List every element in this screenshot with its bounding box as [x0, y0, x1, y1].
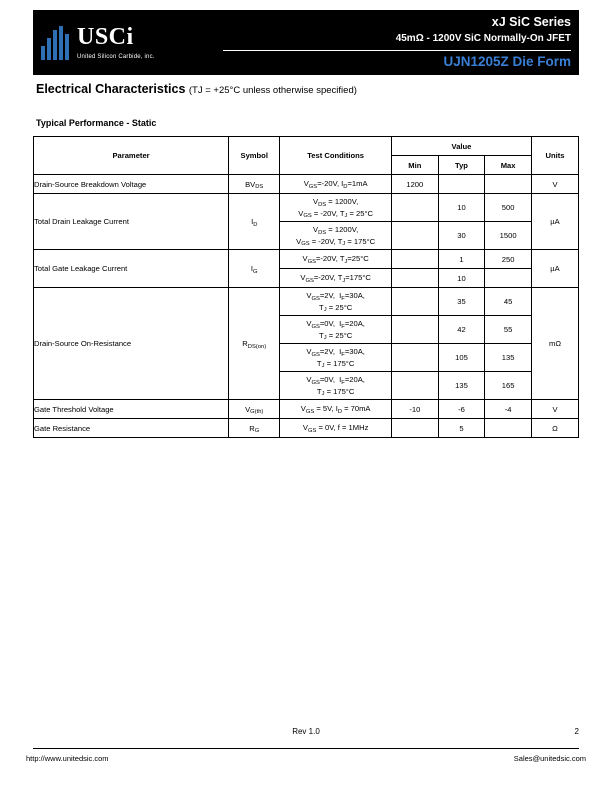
cell-symbol: $R_{DS(on)}$: [229, 288, 280, 400]
cell-min: -10: [391, 400, 438, 419]
cell-units: V: [532, 400, 579, 419]
page-number: 2: [574, 727, 579, 736]
cell-parameter: Drain-Source Breakdown Voltage: [34, 175, 229, 194]
section-title: [36, 82, 357, 96]
cell-parameter: Drain-Source On-Resistance: [34, 288, 229, 400]
logo-bars-icon: [41, 26, 71, 60]
cell-typ: 1: [438, 250, 485, 269]
cell-conditions: $V_{GS}=0V$, $I_F=20A$, $T_J = 25^\circ C$: [280, 316, 392, 344]
header-titles: [223, 10, 579, 75]
cell-typ: 5: [438, 419, 485, 438]
cell-min: [391, 419, 438, 438]
th-max: Max: [485, 156, 532, 175]
cell-conditions: $V_{GS} = 0V$, f = 1MHz: [280, 419, 392, 438]
table-row: [34, 194, 579, 222]
th-value: Value: [391, 137, 531, 156]
section-title-note: (TJ = +25°C unless otherwise specified): [188, 85, 357, 96]
th-typ: Typ: [438, 156, 485, 175]
cell-typ: [438, 175, 485, 194]
cell-conditions: $V_{GS}=2V$, $I_F=30A$, $T_J = 25^\circ C$: [280, 288, 392, 316]
cell-symbol: $BV_{DS}$: [229, 175, 280, 194]
series-title: xJ SiC Series: [491, 14, 571, 29]
cell-max: [485, 269, 532, 288]
cell-min: [391, 288, 438, 316]
th-units: Units: [532, 137, 579, 175]
logo-name: USCi: [77, 24, 134, 50]
table-header-row-1: [34, 137, 579, 156]
table-row: [34, 288, 579, 316]
cell-units: µA: [532, 194, 579, 250]
th-symbol: Symbol: [229, 137, 280, 175]
cell-min: 1200: [391, 175, 438, 194]
page-header: [33, 10, 579, 75]
cell-max: [485, 419, 532, 438]
cell-max: 45: [485, 288, 532, 316]
series-subtitle: 45mΩ - 1200V SiC Normally-On JFET: [395, 33, 571, 45]
cell-parameter: Gate Resistance: [34, 419, 229, 438]
cell-conditions: $V_{GS}=-20V$, $T_J=175^\circ C$: [280, 269, 392, 288]
cell-min: [391, 344, 438, 372]
footer-divider: [33, 748, 579, 749]
cell-conditions: $V_{GS} = 5V$, $I_D = 70mA$: [280, 400, 392, 419]
cell-typ: 30: [438, 222, 485, 250]
cell-typ: 105: [438, 344, 485, 372]
cell-conditions: $V_{DS} = 1200V$, $V_{GS} = -20V$, $T_J = 175^\circ C$: [280, 222, 392, 250]
email-link[interactable]: Sales@unitedsic.com: [513, 754, 586, 763]
cell-min: [391, 269, 438, 288]
table-row: [34, 419, 579, 438]
cell-min: [391, 194, 438, 222]
cell-symbol: $I_D$: [229, 194, 280, 250]
cell-max: [485, 175, 532, 194]
table-row: [34, 175, 579, 194]
cell-max: 250: [485, 250, 532, 269]
cell-max: 55: [485, 316, 532, 344]
cell-units: Ω: [532, 419, 579, 438]
cell-conditions: $V_{GS}=-20V$, $I_D=1mA$: [280, 175, 392, 194]
cell-max: 1500: [485, 222, 532, 250]
electrical-characteristics-table: [33, 136, 579, 438]
cell-typ: -6: [438, 400, 485, 419]
cell-symbol: $V_{G(th)}$: [229, 400, 280, 419]
cell-units: mΩ: [532, 288, 579, 400]
cell-min: [391, 250, 438, 269]
cell-symbol: $I_G$: [229, 250, 280, 288]
section-title-text: Electrical Characteristics: [36, 82, 186, 96]
cell-conditions: $V_{GS}=0V$, $I_F=20A$, $T_J = 175^\circ C$: [280, 372, 392, 400]
cell-min: [391, 372, 438, 400]
th-parameter: Parameter: [34, 137, 229, 175]
cell-units: V: [532, 175, 579, 194]
cell-parameter: Total Drain Leakage Current: [34, 194, 229, 250]
website-link[interactable]: http://www.unitedsic.com: [26, 754, 109, 763]
cell-max: 165: [485, 372, 532, 400]
cell-conditions: $V_{GS}=-20V$, $T_J=25^\circ C$: [280, 250, 392, 269]
th-conditions: Test Conditions: [280, 137, 392, 175]
cell-conditions: $V_{DS} = 1200V$, $V_{GS} = -20V$, $T_J = 25^\circ C$: [280, 194, 392, 222]
th-min: Min: [391, 156, 438, 175]
logo-subtitle: United Silicon Carbide, inc.: [77, 54, 155, 60]
subsection-title: Typical Performance - Static: [36, 118, 157, 128]
cell-typ: 135: [438, 372, 485, 400]
cell-units: µA: [532, 250, 579, 288]
cell-max: 135: [485, 344, 532, 372]
cell-symbol: $R_G$: [229, 419, 280, 438]
table-row: [34, 250, 579, 269]
cell-conditions: $V_{GS}=2V$, $I_F=30A$, $T_J = 175^\circ C$: [280, 344, 392, 372]
cell-typ: 10: [438, 194, 485, 222]
part-number-title: UJN1205Z Die Form: [443, 54, 571, 70]
cell-min: [391, 222, 438, 250]
cell-min: [391, 316, 438, 344]
cell-max: 500: [485, 194, 532, 222]
cell-max: -4: [485, 400, 532, 419]
revision-label: Rev 1.0: [292, 727, 320, 736]
cell-parameter: Gate Threshold Voltage: [34, 400, 229, 419]
cell-typ: 42: [438, 316, 485, 344]
cell-typ: 10: [438, 269, 485, 288]
header-divider: [223, 50, 571, 51]
cell-parameter: Total Gate Leakage Current: [34, 250, 229, 288]
cell-typ: 35: [438, 288, 485, 316]
company-logo: [33, 10, 223, 75]
table-row: [34, 400, 579, 419]
